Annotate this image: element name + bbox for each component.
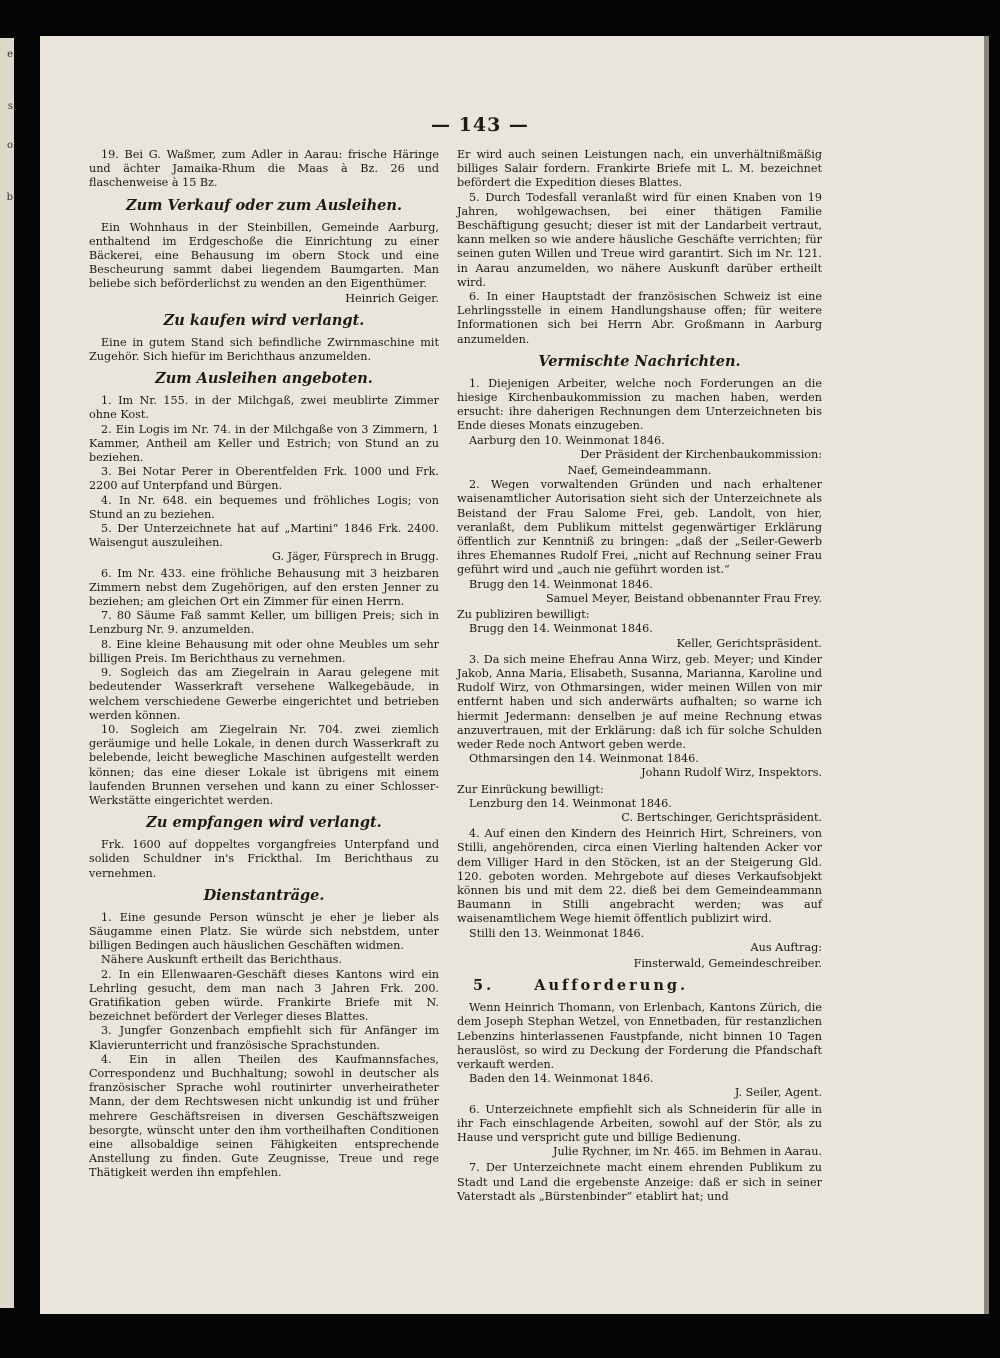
vermischt-6-signature: Julie Rychner, im Nr. 465. im Behmen in Aarau. (553, 1145, 822, 1159)
heading-aufforderung (457, 977, 822, 995)
dienst-4: 4. Ein in allen Theilen des Kaufmannsfaches, Correspondenz und Buchhaltung; sowohl in deutscher als französischer Sprache wohl routinirter unverheiratheter Mann, der dem Rechtswesen nicht unkundig ist und früher mehrere Geschäftsreisen in diversen Geschäftszweigen besorgte, wünscht unter den ihm vortheilhaften Conditionen eine allsobaldige seinen Fähigkeiten entsprechende Anstellung zu finden. Gute Zeugnisse, Treue und rege Thätigkeit werden ihn empfehlen. (89, 1052, 439, 1180)
vermischt-6: 6. Unterzeichnete empfiehlt sich als Schneiderin für alle in ihr Fach einschlagende Arbeiten, sowohl auf der Stör, als zu Hause und verspricht gute und billige Bedienung. (457, 1102, 822, 1144)
kaufen-text: Eine in gutem Stand sich befindliche Zwirnmaschine mit Zugehör. Sich hiefür im Berichthaus anzumelden. (89, 335, 439, 364)
sliver-fragment: b (6, 192, 13, 203)
heading-kaufen: Zu kaufen wird verlangt. (163, 311, 365, 329)
ausleihen-8: 8. Eine kleine Behausung mit oder ohne Meubles um sehr billigen Preis. Im Berichthaus zu vernehmen. (89, 637, 439, 665)
dienst-1-info: Nähere Auskunft ertheilt das Berichthaus. (101, 953, 342, 967)
ausleihen-5-signature: G. Jäger, Fürsprech in Brugg. (271, 550, 439, 564)
ausleihen-4: 4. In Nr. 648. ein bequemes und fröhliches Logis; von Stund an zu beziehen. (89, 493, 439, 521)
ausleihen-10: 10. Sogleich am Ziegelrain Nr. 704. zwei ziemlich geräumige und helle Lokale, in denen durch Wasserkraft zu belebende, leicht bewegliche Maschinen aufgestellt werden können; das eine dieser Lokale ist übrigens mit einem laufenden Brunnen versehen und kann zu einer Schlosser-Werkstätte eingerichtet werden. (89, 722, 439, 807)
dienst-2: 2. In ein Ellenwaaren-Geschäft dieses Kantons wird ein Lehrling gesucht, dem man nach 3 Jahren Frk. 200. Gratifikation geben würde. Frankirte Briefe mit N. bezeichnet befördert der Verleger dieses Blattes. (89, 967, 439, 1024)
ausleihen-1: 1. Im Nr. 155. in der Milchgaß, zwei meublirte Zimmer ohne Kost. (89, 394, 439, 422)
vermischt-2-signature: Samuel Meyer, Beistand obbenannter Frau Frey. (545, 591, 822, 605)
vermischt-3-signature-2: C. Bertschinger, Gerichtspräsident. (621, 810, 822, 824)
vermischt-2: 2. Wegen vorwaltenden Gründen und nach erhaltener waisenamtlicher Autorisation sieht sich der Unterzeichnete als Beistand der Frau Salome Frei, geb. Landolt, von hier, veranlaßt, dem Publikum mittelst gegenwärtiger Erklärung öffentlich zur Kenntniß zu bringen: „daß der „Seiler-Gewerb ihres Ehemannes Rudolf Frei, „nicht auf Rechnung seiner Frau geführt wird und „auch nie geführt worden ist.“ (457, 478, 822, 577)
vermischt-3-signature: Johann Rudolf Wirz, Inspektors. (641, 766, 822, 780)
verkauf-signature: Heinrich Geiger. (345, 291, 439, 305)
vermischt-2-place: Brugg den 14. Weinmonat 1846. (469, 577, 653, 591)
vermischt-5: Wenn Heinrich Thomann, von Erlenbach, Kantons Zürich, die dem Joseph Stephan Wetzel, von Ennetbaden, für restanzlichen Lebenzins hinterlassenen Faustpfande, nicht binnen 10 Tagen herauslöst, so wird zu Deckung der Forderung die Pfandschaft verkauft werden. (457, 1001, 822, 1071)
page-number: — 143 — (431, 114, 529, 136)
vermischt-5-place: Baden den 14. Weinmonat 1846. (469, 1072, 654, 1086)
page-edge-shadow (984, 36, 989, 1314)
vermischt-7: 7. Der Unterzeichnete macht einem ehrenden Publikum zu Stadt und Land die ergebenste Anzeige: daß er sich in seiner Vaterstadt als „Bürstenbinder“ etablirt hat; und (457, 1161, 822, 1203)
aufforderung-title: Aufforderung. (534, 977, 689, 995)
vermischt-1-place: Aarburg den 10. Weinmonat 1846. (469, 433, 665, 447)
vermischt-3-place: Othmarsingen den 14. Weinmonat 1846. (469, 752, 699, 766)
heading-verkauf: Zum Verkauf oder zum Ausleihen. (125, 196, 403, 214)
adjacent-page-sliver (0, 38, 14, 1308)
notice-19: 19. Bei G. Waßmer, zum Adler in Aarau: frische Häringe und ächter Jamaika-Rhum die Maas à Bz. 26 und flaschenweise à 15 Bz. (89, 148, 439, 190)
verkauf-text: Ein Wohnhaus in der Steinbillen, Gemeinde Aarburg, enthaltend im Erdgeschoße die Einrichtung zu einer Bäckerei, eine Behausung im obern Stock und eine Bescheurung sammt dabei liegendem Baumgarten. Man beliebe sich beförderlichst zu wenden an den Eigenthümer. (89, 220, 439, 291)
empfangen-text: Frk. 1600 auf doppeltes vorgangfreies Unterpfand und soliden Schuldner in's Frickthal. Im Berichthaus zu vernehmen. (89, 838, 439, 880)
dienst-5: 5. Durch Todesfall veranlaßt wird für einen Knaben von 19 Jahren, wohlgewachsen, bei einer thätigen Familie Beschäftigung gesucht; dieser ist mit der Landarbeit vertraut, kann melken so wie andere häusliche Geschäfte verrichten; für seinen guten Willen und Treue wird garantirt. Sich im Nr. 121. in Aarau anzumelden, wo nähere Auskunft darüber ertheilt wird. (457, 190, 822, 289)
vermischt-3-place-2: Lenzburg den 14. Weinmonat 1846. (469, 796, 672, 810)
dienst-4-continued: Er wird auch seinen Leistungen nach, ein unverhältnißmäßig billiges Salair fordern. Frankirte Briefe mit L. M. bezeichnet befördert die Expedition dieses Blattes. (457, 148, 822, 190)
right-column (457, 148, 822, 1204)
ausleihen-9: 9. Sogleich das am Ziegelrain in Aarau gelegene mit bedeutender Wasserkraft versehene Walkegebäude, in welchem verschiedene Gewerbe eingerichtet und betrieben werden können. (89, 666, 439, 722)
vermischt-2-signature-2: Keller, Gerichtspräsident. (676, 636, 822, 650)
sliver-fragment: s (7, 101, 13, 112)
vermischt-4-place: Stilli den 13. Weinmonat 1846. (469, 926, 645, 940)
dienst-6: 6. In einer Hauptstadt der französischen Schweiz ist eine Lehrlingsstelle in einem Handlungshause offen; für weitere Informationen sich bei Herrn Abr. Großmann in Aarburg anzumelden. (457, 290, 822, 346)
vermischt-3: 3. Da sich meine Ehefrau Anna Wirz, geb. Meyer; und Kinder Jakob, Anna Maria, Elisabeth, Susanna, Marianna, Karoline und Rudolf Wirz, von Othmarsingen, wider meinen Willen von mir entfernt haben und sich anderwärts aufhalten; so warne ich hiermit Jedermann: denselben je auf meine Rechnung etwas anzuvertrauen, mit der Erklärung: daß ich für solche Schulden weder Rede noch Antwort geben werde. (457, 652, 822, 751)
sliver-fragment: e (7, 49, 13, 60)
heading-dienstantraege: Dienstanträge. (203, 886, 325, 904)
ausleihen-5: 5. Der Unterzeichnete hat auf „Martini“ 1846 Frk. 2400. Waisengut auszuleihen. (89, 522, 439, 550)
vermischt-1: 1. Diejenigen Arbeiter, welche noch Forderungen an die hiesige Kirchenbaukommission zu machen haben, werden ersucht: ihre daherigen Rechnungen dem Unterzeichneten bis Ende dieses Monats einzugeben. (457, 376, 822, 433)
vermischt-2-publication: Zu publiziren bewilligt: (457, 608, 590, 622)
heading-empfangen: Zu empfangen wird verlangt. (146, 814, 382, 832)
dienst-3: 3. Jungfer Gonzenbach empfiehlt sich für Anfänger im Klavierunterricht und französische Sprachstunden. (89, 1024, 439, 1052)
vermischt-5-signature: J. Seiler, Agent. (734, 1086, 822, 1100)
newspaper-page (40, 36, 984, 1314)
vermischt-3-publication: Zur Einrückung bewilligt: (457, 782, 604, 796)
vermischt-1-signature-title: Der Präsident der Kirchenbaukommission: (580, 447, 822, 461)
vermischt-2-place-2: Brugg den 14. Weinmonat 1846. (469, 622, 653, 636)
heading-ausleihen: Zum Ausleihen angeboten. (155, 370, 373, 388)
ausleihen-2: 2. Ein Logis im Nr. 74. in der Milchgaße von 3 Zimmern, 1 Kammer, Antheil am Keller und Estrich; von Stund an zu beziehen. (89, 422, 439, 465)
aufforderung-number: 5. (473, 977, 495, 995)
vermischt-4-signature-title: Aus Auftrag: (750, 940, 822, 954)
vermischt-4: 4. Auf einen den Kindern des Heinrich Hirt, Schreiners, von Stilli, angehörenden, circa einen Vierling haltenden Acker vor dem Villiger Hard in den Stöcken, ist an der Steigerung Gld. 120. geboten worden. Mehrgebote auf dieses Verkaufsobjekt können bis und mit dem 22. dieß bei dem Gemeindeammann Baumann in Stilli angebracht werden; was auf waisenamtlichem Wege hiemit öffentlich publizirt wird. (457, 827, 822, 926)
ausleihen-6: 6. Im Nr. 433. eine fröhliche Behausung mit 3 heizbaren Zimmern nebst dem Zugehörigen, auf den ersten Jenner zu beziehen; am gleichen Ort ein Zimmer für einen Herrn. (89, 566, 439, 609)
ausleihen-7: 7. 80 Säume Faß sammt Keller, um billigen Preis; sich in Lenzburg Nr. 9. anzumelden. (89, 609, 439, 637)
vermischt-1-signature-name: Naef, Gemeindeammann. (567, 464, 712, 478)
vermischt-4-signature-name: Finsterwald, Gemeindeschreiber. (633, 956, 822, 970)
dienst-1: 1. Eine gesunde Person wünscht je eher je lieber als Säugamme einen Platz. Sie würde sich nebstdem, unter billigen Bedingen auch häuslichen Geschäften widmen. (89, 910, 439, 953)
sliver-fragment: o (6, 140, 13, 151)
heading-vermischte: Vermischte Nachrichten. (538, 352, 741, 370)
ausleihen-3: 3. Bei Notar Perer in Oberentfelden Frk. 1000 und Frk. 2200 auf Unterpfand und Bürgen. (89, 465, 439, 493)
left-column (89, 148, 439, 1181)
